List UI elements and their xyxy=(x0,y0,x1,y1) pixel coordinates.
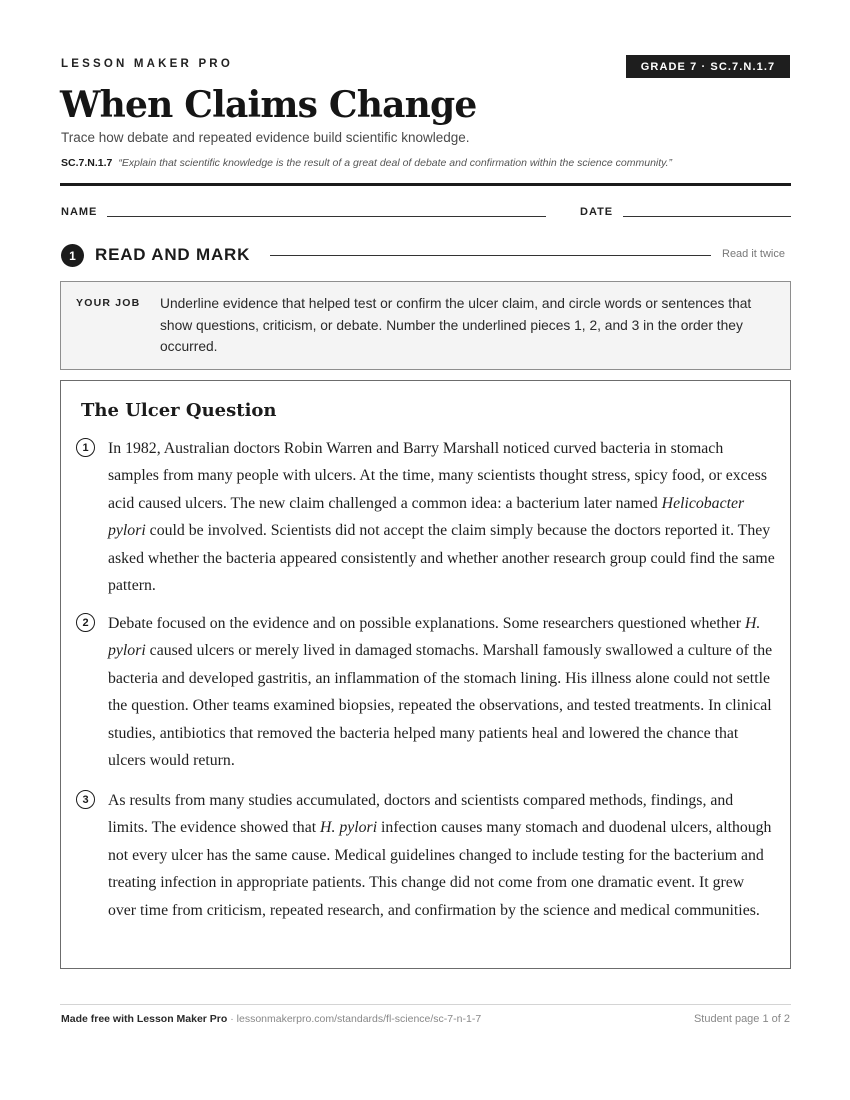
species-name: H. pylori xyxy=(320,819,378,837)
section-divider xyxy=(270,255,711,256)
instructions-label: YOUR JOB xyxy=(76,297,141,309)
species-name: Helicobacter pylori xyxy=(108,494,745,540)
species-name: H. pylori xyxy=(108,615,761,660)
page-subtitle: Trace how debate and repeated evidence build scientific knowledge. xyxy=(61,130,470,145)
standard-line xyxy=(61,157,672,169)
section-number-badge: 1 xyxy=(61,244,84,267)
paragraph-text-part: could be involved. Scientists did not accept the claim simply because the doctors reported it. They asked whether the bacteria appeared consistently and whether another research group could find the same pattern. xyxy=(108,522,775,595)
paragraph-text xyxy=(108,435,775,599)
paragraph-text xyxy=(108,787,775,924)
paragraph-text-part: caused ulcers or merely lived in damaged stomachs. Marshall famously swallowed a culture of the bacteria and developed gastritis, an inflammation of the stomach lining. His illness alone could not settle the question. Other teams examined biopsies, repeated the observations, and tested treatments. In clinical studies, antibiotics that removed the bacteria helped many patients heal and lowered the chance that ulcers would return. xyxy=(108,642,773,770)
header-divider xyxy=(60,183,791,186)
section-title: READ AND MARK xyxy=(95,245,251,264)
footer-maker: Made free with Lesson Maker Pro xyxy=(61,1013,228,1025)
reading-passage xyxy=(60,380,791,969)
name-field[interactable] xyxy=(107,216,546,217)
page-title: When Claims Change xyxy=(60,84,477,126)
paragraph-number: 1 xyxy=(76,438,95,457)
instructions-box xyxy=(60,281,791,370)
standard-code: SC.7.N.1.7 xyxy=(61,157,113,169)
footer-divider xyxy=(60,1004,791,1005)
footer-url[interactable]: · lessonmakerpro.com/standards/fl-science/sc-7-n-1-7 xyxy=(227,1013,482,1025)
footer-credit xyxy=(61,1013,481,1025)
page-indicator: Student page 1 of 2 xyxy=(693,1013,790,1025)
section-note: Read it twice xyxy=(722,248,785,260)
paragraph-number: 3 xyxy=(76,790,95,809)
paragraph-text xyxy=(108,610,775,774)
standard-quote: “Explain that scientific knowledge is the result of a great deal of debate and confirmation within the science community.” xyxy=(118,157,673,169)
paragraph-text-part: In 1982, Australian doctors Robin Warren and Barry Marshall noticed curved bacteria in stomach samples from many people with ulcers. At the time, many scientists thought stress, spicy food, or excess acid caused ulcers. The new claim challenged a common idea: a bacterium later named xyxy=(108,440,767,512)
paragraph-text-part: Debate focused on the evidence and on possible explanations. Some researchers questioned whether xyxy=(108,615,745,632)
reading-title: The Ulcer Question xyxy=(81,400,277,421)
brand-name: LESSON MAKER PRO xyxy=(61,58,233,70)
date-label: DATE xyxy=(580,206,614,218)
paragraph-number: 2 xyxy=(76,613,95,632)
grade-badge: GRADE 7 · SC.7.N.1.7 xyxy=(626,55,790,78)
instructions-text: Underline evidence that helped test or confirm the ulcer claim, and circle words or sentences that show questions, criticism, or debate. Number the underlined pieces 1, 2, and 3 in the order they occurred. xyxy=(160,296,752,354)
paragraph-text-part: infection causes many stomach and duodenal ulcers, although not every ulcer has the same cause. Medical guidelines changed to include testing for the bacterium and treating infection in appropriate patients. This change did not come from one dramatic event. It grew over time from criticism, repeated research, and confirmation by the science and medical communities. xyxy=(108,819,772,919)
paragraph-text-part: As results from many studies accumulated, doctors and scientists compared methods, findings, and limits. The evidence showed that xyxy=(108,792,734,837)
date-field[interactable] xyxy=(623,216,791,217)
name-label: NAME xyxy=(61,206,98,218)
